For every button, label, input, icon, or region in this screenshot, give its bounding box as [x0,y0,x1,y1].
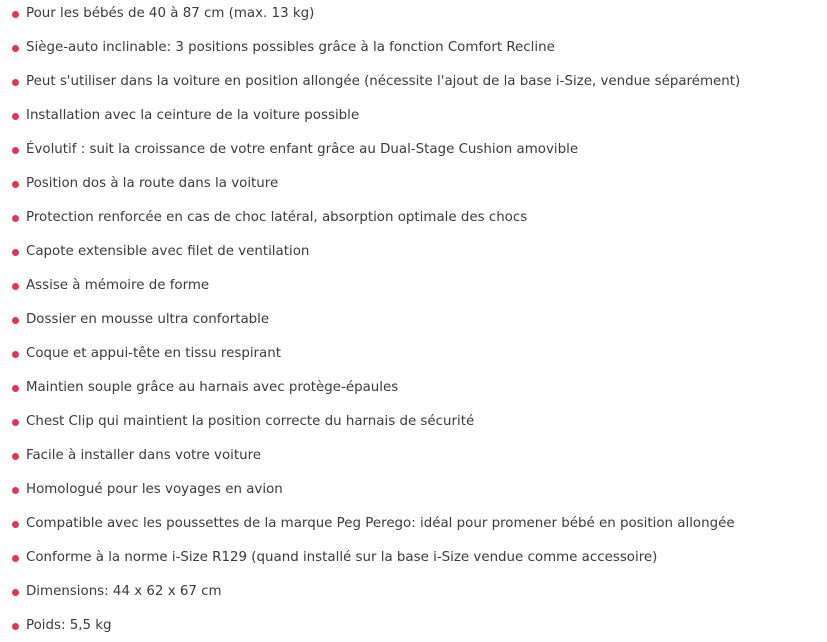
feature-item [12,132,740,166]
feature-item [12,30,740,64]
feature-text: Conforme à la norme i-Size R129 (quand installé sur la base i-Size vendue comme accessoire) [26,549,658,565]
bullet-dot-icon [12,45,19,52]
bullet-dot-icon [12,79,19,86]
feature-item [12,540,740,574]
feature-item [12,438,740,472]
feature-text: Chest Clip qui maintient la position correcte du harnais de sécurité [26,413,475,429]
feature-item [12,166,740,200]
feature-text: Installation avec la ceinture de la voiture possible [26,107,360,123]
feature-text: Maintien souple grâce au harnais avec protège-épaules [26,379,399,395]
feature-text: Dossier en mousse ultra confortable [26,311,270,327]
bullet-dot-icon [12,419,19,426]
feature-item [12,200,740,234]
feature-text: Siège-auto inclinable: 3 positions possibles grâce à la fonction Comfort Recline [26,39,555,55]
bullet-dot-icon [12,521,19,528]
bullet-dot-icon [12,11,19,18]
feature-text: Position dos à la route dans la voiture [26,175,279,191]
feature-item [12,98,740,132]
bullet-dot-icon [12,283,19,290]
feature-text: Coque et appui-tête en tissu respirant [26,345,281,361]
feature-text: Capote extensible avec filet de ventilation [26,243,310,259]
bullet-dot-icon [12,113,19,120]
feature-text: Peut s'utiliser dans la voiture en position allongée (nécessite l'ajout de la base i-Size, vendue séparément) [26,73,741,89]
feature-item [12,0,740,30]
feature-item [12,336,740,370]
feature-list [12,0,740,642]
feature-text: Homologué pour les voyages en avion [26,481,283,497]
bullet-dot-icon [12,181,19,188]
bullet-dot-icon [12,487,19,494]
bullet-dot-icon [12,249,19,256]
feature-text: Protection renforcée en cas de choc latéral, absorption optimale des chocs [26,209,528,225]
bullet-dot-icon [12,385,19,392]
feature-text: Dimensions: 44 x 62 x 67 cm [26,583,222,599]
bullet-dot-icon [12,351,19,358]
feature-text: Pour les bébés de 40 à 87 cm (max. 13 kg) [26,5,315,21]
feature-item [12,234,740,268]
bullet-dot-icon [12,215,19,222]
feature-item [12,506,740,540]
feature-item [12,370,740,404]
feature-text: Facile à installer dans votre voiture [26,447,262,463]
feature-item [12,404,740,438]
feature-item [12,268,740,302]
bullet-dot-icon [12,555,19,562]
feature-text: Évolutif : suit la croissance de votre enfant grâce au Dual-Stage Cushion amovible [26,141,579,157]
feature-item [12,574,740,608]
feature-item [12,64,740,98]
feature-item [12,302,740,336]
feature-item [12,472,740,506]
bullet-dot-icon [12,589,19,596]
feature-text: Compatible avec les poussettes de la marque Peg Perego: idéal pour promener bébé en position allongée [26,515,735,531]
bullet-dot-icon [12,317,19,324]
bullet-dot-icon [12,147,19,154]
feature-text: Assise à mémoire de forme [26,277,210,293]
feature-text: Poids: 5,5 kg [26,617,112,633]
bullet-dot-icon [12,453,19,460]
bullet-dot-icon [12,623,19,630]
